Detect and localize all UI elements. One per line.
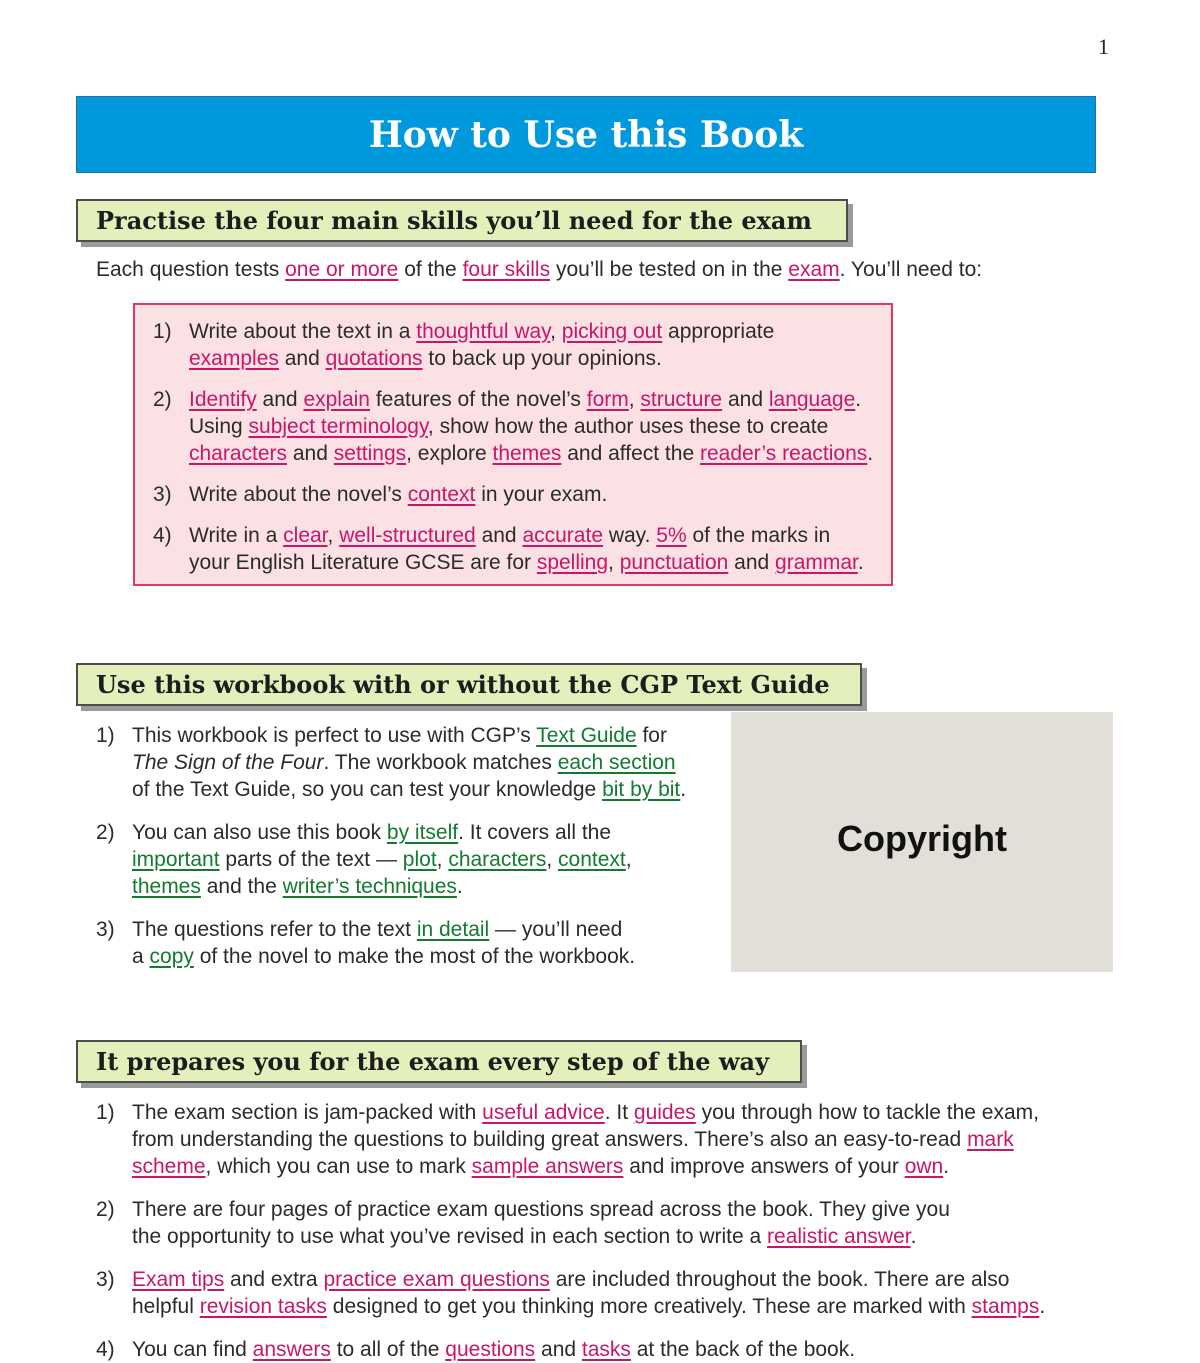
- text: . You’ll need to:: [839, 258, 983, 281]
- exam-prep-list: [96, 1099, 1096, 1363]
- list-item: [153, 522, 883, 576]
- list-item: [153, 318, 883, 372]
- highlight: language: [768, 388, 856, 411]
- section-heading-text: Use this workbook with or without the CGP Text Guide: [96, 670, 830, 699]
- list-item: [96, 722, 721, 803]
- text: ,: [327, 524, 340, 547]
- text: of the Text Guide, so you can test your knowledge: [132, 778, 603, 801]
- text: .: [910, 1225, 917, 1248]
- text: designed to get you thinking more creatively. These are marked with: [326, 1295, 972, 1318]
- text: and: [535, 1338, 582, 1361]
- item-number: 1): [96, 724, 115, 747]
- list-item: [96, 1336, 1096, 1363]
- section-heading-text: Practise the four main skills you’ll need for the exam: [96, 206, 812, 235]
- highlight: in detail: [416, 918, 490, 941]
- highlight: Text Guide: [536, 724, 637, 747]
- section-heading-skills: [76, 199, 848, 242]
- text: and the: [200, 875, 283, 898]
- text: You can find: [132, 1338, 253, 1361]
- text: . The workbook matches: [323, 751, 558, 774]
- item-number: 2): [96, 821, 115, 844]
- text: and: [256, 388, 304, 411]
- highlight: well-structured: [339, 524, 476, 547]
- highlight: guides: [633, 1101, 696, 1124]
- item-number: 1): [96, 1101, 115, 1124]
- highlight: sample answers: [471, 1155, 624, 1178]
- highlight: reader’s reactions: [699, 442, 868, 465]
- highlight: practice exam questions: [323, 1268, 550, 1291]
- text: are included throughout the book. There are also: [549, 1268, 1010, 1291]
- text: for: [636, 724, 667, 747]
- highlight: realistic answer: [767, 1225, 911, 1248]
- text: Write about the text in a: [189, 320, 417, 343]
- text: Each question tests: [96, 258, 286, 281]
- text: and improve answers of your: [623, 1155, 905, 1178]
- text: and extra: [224, 1268, 324, 1291]
- section-heading-text: It prepares you for the exam every step of the way: [96, 1047, 770, 1076]
- item-number: 3): [96, 918, 115, 941]
- highlight: mark: [967, 1128, 1014, 1151]
- highlight: themes: [492, 442, 562, 465]
- highlight: characters: [189, 442, 288, 465]
- item-number: 2): [153, 388, 172, 411]
- text: your English Literature GCSE are for: [189, 551, 537, 574]
- highlight: one or more: [285, 258, 399, 281]
- skills-list: [153, 318, 883, 576]
- highlight: writer’s techniques: [282, 875, 457, 898]
- item-number: 4): [96, 1338, 115, 1361]
- highlight: copy: [149, 945, 194, 968]
- text: .: [855, 388, 862, 411]
- text: ,: [608, 551, 620, 574]
- book-title: The Sign of the Four: [132, 751, 324, 774]
- text: way.: [603, 524, 657, 547]
- text: .: [857, 551, 864, 574]
- workbook-list: [96, 722, 721, 970]
- text: — you’ll need: [489, 918, 623, 941]
- list-item: [96, 916, 721, 970]
- text: you’ll be tested on in the: [550, 258, 789, 281]
- text: ,: [550, 320, 562, 343]
- highlight: structure: [640, 388, 723, 411]
- copyright-placeholder: [731, 712, 1113, 972]
- highlight: themes: [132, 875, 201, 898]
- text: of the novel to make the most of the workbook.: [193, 945, 636, 968]
- highlight: characters: [448, 848, 547, 871]
- text: . It covers all the: [458, 821, 612, 844]
- text: ,: [436, 848, 449, 871]
- text: and: [475, 524, 523, 547]
- skills-intro: [96, 258, 982, 282]
- list-item: [96, 819, 721, 900]
- text: .: [456, 875, 463, 898]
- highlight: quotations: [325, 347, 423, 370]
- text: to back up your opinions.: [422, 347, 662, 370]
- text: and: [728, 551, 776, 574]
- page-number: 1: [1098, 34, 1109, 59]
- highlight: four skills: [462, 258, 551, 281]
- text: helpful: [132, 1295, 200, 1318]
- page-title: How to Use this Book: [368, 113, 804, 156]
- text: , which you can use to mark: [205, 1155, 472, 1178]
- highlight: important: [132, 848, 220, 871]
- text: parts of the text —: [219, 848, 403, 871]
- text: in your exam.: [475, 483, 608, 506]
- item-number: 2): [96, 1198, 115, 1221]
- text: and: [287, 442, 334, 465]
- highlight: by itself: [386, 821, 459, 844]
- highlight: stamps: [971, 1295, 1040, 1318]
- page-title-banner: [76, 96, 1096, 173]
- text: from understanding the questions to building great answers. There’s also an easy-to-read: [132, 1128, 968, 1151]
- text: ,: [546, 848, 559, 871]
- list-item: [96, 1266, 1096, 1320]
- highlight: form: [586, 388, 629, 411]
- list-item: [153, 481, 883, 508]
- highlight: useful advice: [482, 1101, 605, 1124]
- text: the opportunity to use what you’ve revised in each section to write a: [132, 1225, 768, 1248]
- text: . It: [604, 1101, 634, 1124]
- copyright-text: Copyright: [837, 818, 1007, 859]
- text: and affect the: [561, 442, 700, 465]
- highlight: Exam tips: [132, 1268, 225, 1291]
- item-number: 4): [153, 524, 172, 547]
- text: and: [722, 388, 769, 411]
- highlight: clear: [283, 524, 328, 547]
- highlight: subject terminology: [248, 415, 428, 438]
- highlight: bit by bit: [602, 778, 681, 801]
- highlight: revision tasks: [199, 1295, 327, 1318]
- highlight: settings: [333, 442, 407, 465]
- text: There are four pages of practice exam questions spread across the book. They give you: [132, 1198, 950, 1221]
- highlight: answers: [252, 1338, 331, 1361]
- text: .: [1039, 1295, 1046, 1318]
- text: , explore: [406, 442, 493, 465]
- item-number: 3): [96, 1268, 115, 1291]
- text: and: [278, 347, 326, 370]
- text: The exam section is jam-packed with: [132, 1101, 483, 1124]
- item-number: 3): [153, 483, 172, 506]
- item-number: 1): [153, 320, 172, 343]
- highlight: explain: [303, 388, 370, 411]
- text: .: [943, 1155, 950, 1178]
- text: appropriate: [662, 320, 775, 343]
- text: .: [867, 442, 874, 465]
- text: features of the novel’s: [370, 388, 587, 411]
- list-item: [153, 386, 883, 467]
- text: The questions refer to the text: [132, 918, 417, 941]
- highlight: examples: [189, 347, 279, 370]
- list-item: [96, 1196, 1096, 1250]
- text: .: [680, 778, 687, 801]
- text: of the: [398, 258, 463, 281]
- highlight: context: [558, 848, 626, 871]
- text: , show how the author uses these to create: [427, 415, 829, 438]
- list-item: [96, 1099, 1096, 1180]
- highlight: picking out: [561, 320, 663, 343]
- text: You can also use this book: [132, 821, 387, 844]
- highlight: each section: [557, 751, 676, 774]
- text: to all of the: [330, 1338, 446, 1361]
- highlight: own: [904, 1155, 944, 1178]
- text: ,: [625, 848, 632, 871]
- highlight: grammar: [775, 551, 858, 574]
- text: at the back of the book.: [630, 1338, 856, 1361]
- text: ,: [628, 388, 641, 411]
- highlight: Identify: [189, 388, 257, 411]
- section-heading-exam-prep: [76, 1040, 802, 1083]
- highlight: 5%: [656, 524, 687, 547]
- text: This workbook is perfect to use with CGP’s: [132, 724, 537, 747]
- highlight: accurate: [522, 524, 603, 547]
- section-heading-workbook: [76, 663, 862, 706]
- text: Using: [189, 415, 249, 438]
- highlight: exam: [788, 258, 840, 281]
- text: Write about the novel’s: [189, 483, 408, 506]
- highlight: plot: [402, 848, 437, 871]
- highlight: tasks: [581, 1338, 631, 1361]
- text: Write in a: [189, 524, 284, 547]
- highlight: context: [407, 483, 476, 506]
- text: of the marks in: [686, 524, 831, 547]
- highlight: punctuation: [619, 551, 729, 574]
- highlight: thoughtful way: [416, 320, 551, 343]
- highlight: scheme: [132, 1155, 206, 1178]
- text: you through how to tackle the exam,: [695, 1101, 1039, 1124]
- text: a: [132, 945, 150, 968]
- highlight: questions: [445, 1338, 536, 1361]
- highlight: spelling: [536, 551, 609, 574]
